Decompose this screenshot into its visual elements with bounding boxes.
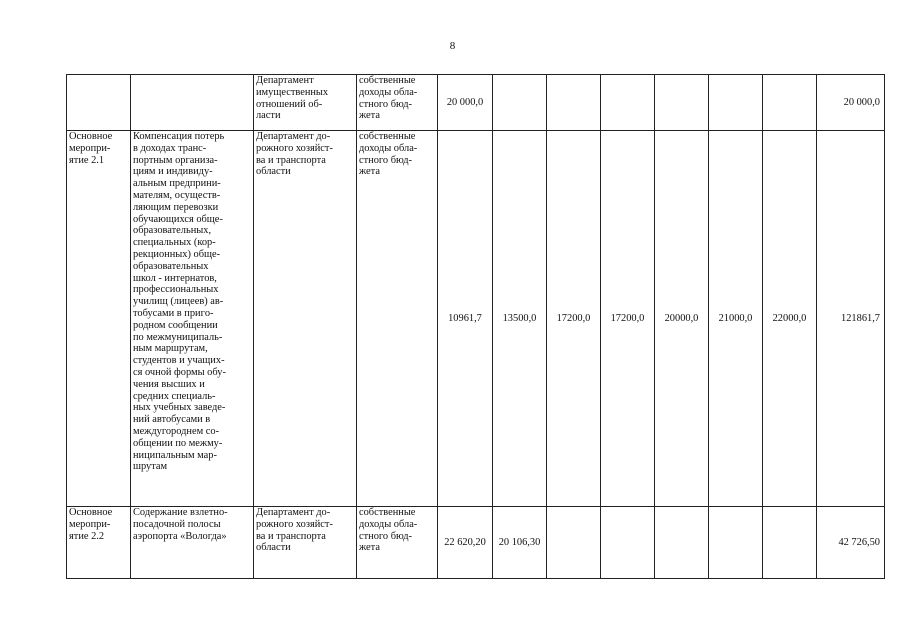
table-row (67, 131, 885, 507)
budget-table (66, 74, 885, 579)
value-cell (547, 75, 601, 131)
executor-cell: Департамент имущественных отношений об- ласти (254, 75, 357, 131)
total-cell: 20 000,0 (817, 75, 885, 131)
total-cell: 42 726,50 (817, 507, 885, 579)
event-cell: Основное меропри- ятие 2.1 (67, 131, 131, 507)
value-cell (763, 507, 817, 579)
value-cell: 20 106,30 (493, 507, 547, 579)
funding-source-cell: собственные доходы обла- стного бюд- жета (357, 507, 438, 579)
executor-cell: Департамент до- рожного хозяйст- ва и транспорта области (254, 507, 357, 579)
value-cell (601, 75, 655, 131)
value-cell (655, 507, 709, 579)
value-cell: 17200,0 (601, 131, 655, 507)
description-cell: Содержание взлетно- посадочной полосы аэропорта «Вологда» (131, 507, 254, 579)
value-cell: 21000,0 (709, 131, 763, 507)
value-cell (493, 75, 547, 131)
description-cell: Компенсация потерь в доходах транс- портным организа- циям и индивиду- альным предприни- мателям, осуществ- ляющим перевозки обучающихся обще- образовательных, специальных (кор- рекционных) обще- образовательных школ - интернатов, профессиональных училищ (лицеев) ав- тобусами в пригo- родном сообщении по межмуниципаль- ным маршрутам, студентов и учащих- ся очной формы обу- чения высших и средних специаль- ных учебных заведе- ний автобусами в междугороднем со- общении по межму- ниципальным мар- шрутам (131, 131, 254, 507)
value-cell (763, 75, 817, 131)
value-cell: 17200,0 (547, 131, 601, 507)
event-cell: Основное меропри- ятие 2.2 (67, 507, 131, 579)
value-cell: 10961,7 (438, 131, 493, 507)
event-cell (67, 75, 131, 131)
value-cell: 22 620,20 (438, 507, 493, 579)
total-cell: 121861,7 (817, 131, 885, 507)
value-cell (601, 507, 655, 579)
page-number: 8 (449, 40, 456, 52)
value-cell (547, 507, 601, 579)
value-cell: 13500,0 (493, 131, 547, 507)
value-cell: 20 000,0 (438, 75, 493, 131)
value-cell: 22000,0 (763, 131, 817, 507)
value-cell: 20000,0 (655, 131, 709, 507)
table-row (67, 507, 885, 579)
description-cell (131, 75, 254, 131)
value-cell (709, 507, 763, 579)
executor-cell: Департамент до- рожного хозяйст- ва и транспорта области (254, 131, 357, 507)
value-cell (709, 75, 763, 131)
value-cell (655, 75, 709, 131)
table-row (67, 75, 885, 131)
funding-source-cell: собственные доходы обла- стного бюд- жета (357, 131, 438, 507)
funding-source-cell: собственные доходы обла- стного бюд- жета (357, 75, 438, 131)
